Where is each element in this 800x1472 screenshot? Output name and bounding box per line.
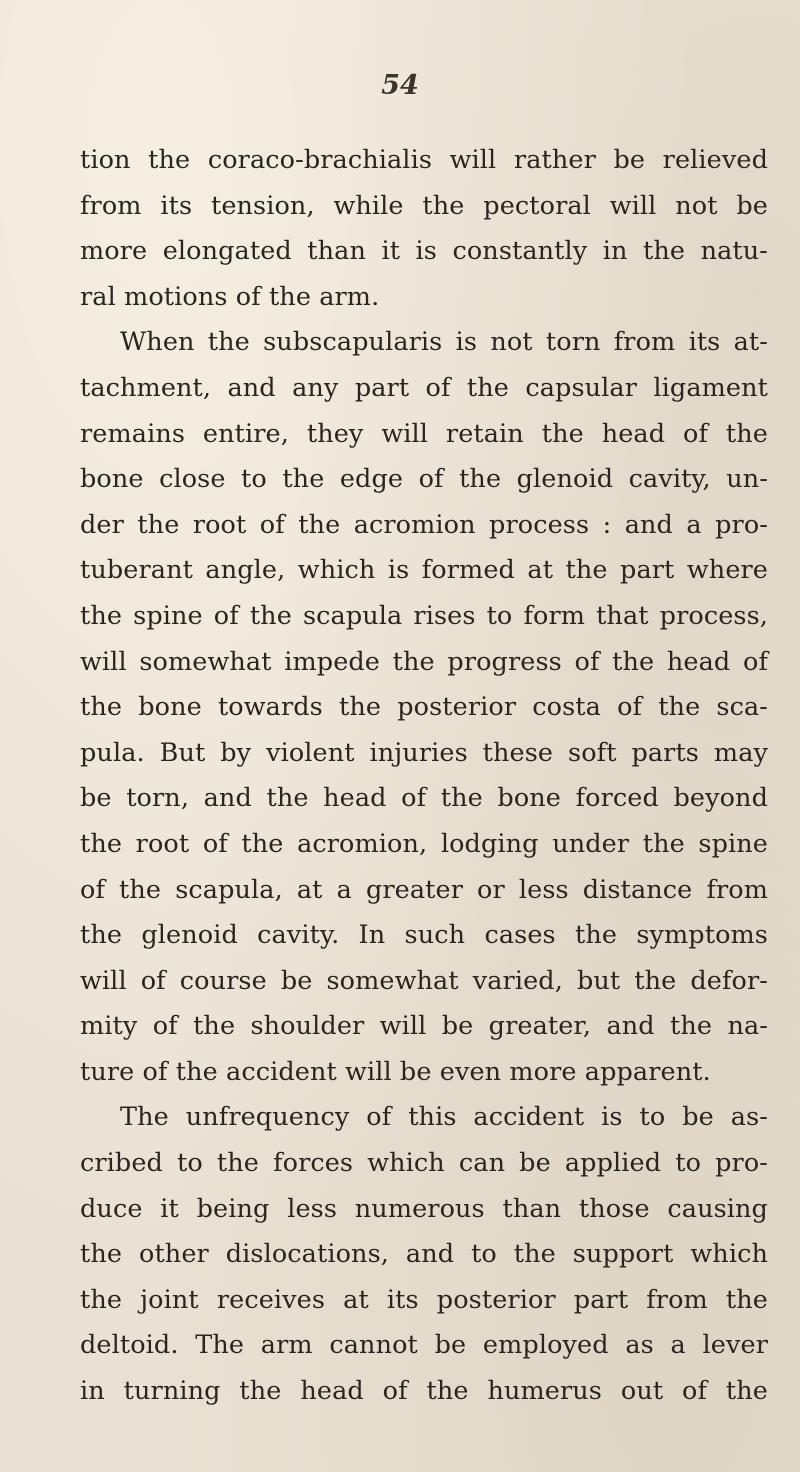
text-line: The unfrequency of this accident is to be as- [120,1102,768,1133]
text-line: more elongated than it is constantly in the natu- [80,236,768,267]
text-line: in turning the head of the humerus out of the [80,1376,768,1407]
text-line: pula. But by violent injuries these soft parts may [80,737,768,768]
text-line: ture of the accident will be even more apparent. [80,1056,711,1087]
text-line: will somewhat impede the progress of the head of [80,646,768,677]
text-line: ral motions of the arm. [80,281,380,312]
text-line: the other dislocations, and to the support which [80,1239,768,1270]
text-line: tuberant angle, which is formed at the part where [80,555,768,586]
text-line: the root of the acromion, lodging under the spine [80,828,768,859]
text-line: tachment, and any part of the capsular ligament [80,372,768,403]
text-line: from its tension, while the pectoral will not be [80,190,768,221]
page-number: 54 [381,70,419,101]
text-line: be torn, and the head of the bone forced beyond [80,783,768,814]
text-line: mity of the shoulder will be greater, and the na- [80,1011,768,1042]
text-line: the bone towards the posterior costa of the sca- [80,692,768,723]
text-line: duce it being less numerous than those causing [80,1193,768,1224]
text-line: When the subscapularis is not torn from its at- [120,327,768,358]
text-line: remains entire, they will retain the head of the [80,418,768,449]
text-line: of the scapula, at a greater or less distance from [80,874,768,905]
text-line: bone close to the edge of the glenoid cavity, un- [80,464,768,495]
text-line: the joint receives at its posterior part from the [80,1284,768,1315]
text-line: deltoid. The arm cannot be employed as a lever [80,1330,768,1361]
text-line: the glenoid cavity. In such cases the symptoms [80,920,768,951]
text-line: cribed to the forces which can be applied to pro- [80,1148,768,1179]
text-line: the spine of the scapula rises to form that process, [80,600,768,631]
text-line: will of course be somewhat varied, but the defor- [80,965,768,996]
text-line: der the root of the acromion process : and a pro- [80,509,768,540]
text-line: tion the coraco-brachialis will rather be relieved [80,145,768,175]
body-text [80,138,768,1415]
